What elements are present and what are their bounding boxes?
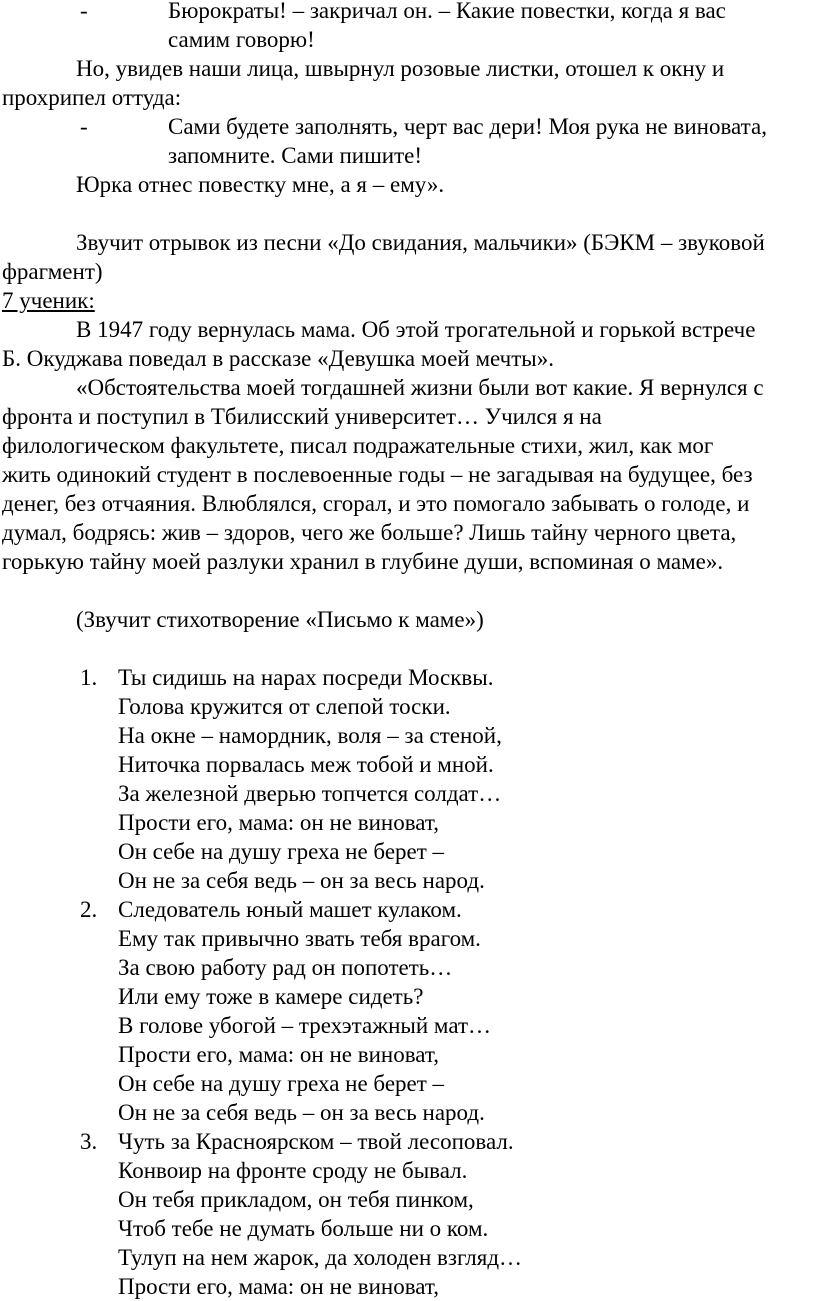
dialogue-line: самим говорю! xyxy=(168,27,315,52)
quote-line: денег, без отчаяния. Влюблялся, сгорал, и это помогало забывать о голоде, и xyxy=(2,491,750,516)
quote-line: думал, бодрясь: жив – здоров, чего же больше? Лишь тайну черного цвета, xyxy=(2,520,737,545)
stanza-number: 1. xyxy=(80,665,98,690)
poem-line: В голове убогой – трехэтажный мат… xyxy=(118,1013,491,1038)
paragraph-line: Но, увидев наши лица, швырнул розовые листки, отошел к окну и xyxy=(76,56,725,81)
dialogue-line: запомните. Сами пишите! xyxy=(168,143,423,168)
poem-line: Ниточка порвалась меж тобой и мной. xyxy=(118,752,494,777)
quote-line: «Обстоятельства моей тогдашней жизни были вот какие. Я вернулся с xyxy=(76,375,764,400)
poem-line: За железной дверью топчется солдат… xyxy=(118,781,502,806)
poem-line: Он тебя прикладом, он тебя пинком, xyxy=(118,1187,474,1212)
quote-line: филологическом факультете, писал подражательные стихи, жил, как мог xyxy=(2,433,714,458)
quote-line: фронта и поступил в Тбилисский университет… Учился я на xyxy=(2,404,602,429)
poem-line: Голова кружится от слепой тоски. xyxy=(118,694,451,719)
poem-line: Или ему тоже в камере сидеть? xyxy=(118,984,424,1009)
dialogue-dash: - xyxy=(80,114,88,139)
stanza-number: 3. xyxy=(80,1129,98,1154)
poem-line: Прости его, мама: он не виноват, xyxy=(118,810,439,835)
quote-line: горькую тайну моей разлуки хранил в глубине души, вспоминая о маме». xyxy=(2,549,724,574)
poem-line: Ты сидишь на нарах посреди Москвы. xyxy=(118,665,494,690)
poem-line: Следователь юный машет кулаком. xyxy=(118,897,462,922)
dialogue-line: Бюрократы! – закричал он. – Какие повестки, когда я вас xyxy=(168,0,726,23)
poem-line: На окне – намордник, воля – за стеной, xyxy=(118,723,502,748)
sound-cue-line: фрагмент) xyxy=(2,259,103,284)
quote-line: жить одинокий студент в послевоенные годы – не загадывая на будущее, без xyxy=(2,462,753,487)
stanza-number: 2. xyxy=(80,897,98,922)
poem-line: Прости его, мама: он не виноват, xyxy=(118,1274,439,1299)
poem-line: Ему так привычно звать тебя врагом. xyxy=(118,926,481,951)
sound-cue-line: (Звучит стихотворение «Письмо к маме») xyxy=(76,607,484,632)
dialogue-line: Сами будете заполнять, черт вас дери! Моя рука не виновата, xyxy=(168,114,767,139)
poem-line: Чтоб тебе не думать больше ни о ком. xyxy=(118,1216,489,1241)
speaker-label: 7 ученик: xyxy=(2,288,95,313)
dialogue-dash: - xyxy=(80,0,88,23)
poem-line: Чуть за Красноярском – твой лесоповал. xyxy=(118,1129,514,1154)
paragraph-line: прохрипел оттуда: xyxy=(2,85,182,110)
poem-line: Тулуп на нем жарок, да холоден взгляд… xyxy=(118,1245,523,1270)
poem-line: Прости его, мама: он не виноват, xyxy=(118,1042,439,1067)
paragraph-line: В 1947 году вернулась мама. Об этой трогательной и горькой встрече xyxy=(76,317,756,342)
poem-line: За свою работу рад он попотеть… xyxy=(118,955,453,980)
paragraph-line: Юрка отнес повестку мне, а я – ему». xyxy=(76,172,445,197)
poem-line: Конвоир на фронте сроду не бывал. xyxy=(118,1158,468,1183)
poem-line: Он себе на душу греха не берет – xyxy=(118,1071,445,1096)
sound-cue-line: Звучит отрывок из песни «До свидания, мальчики» (БЭКМ – звуковой xyxy=(76,230,765,255)
poem-line: Он не за себя ведь – он за весь народ. xyxy=(118,1100,485,1125)
poem-line: Он не за себя ведь – он за весь народ. xyxy=(118,868,485,893)
poem-line: Он себе на душу греха не берет – xyxy=(118,839,445,864)
paragraph-line: Б. Окуджава поведал в рассказе «Девушка моей мечты». xyxy=(2,346,554,371)
